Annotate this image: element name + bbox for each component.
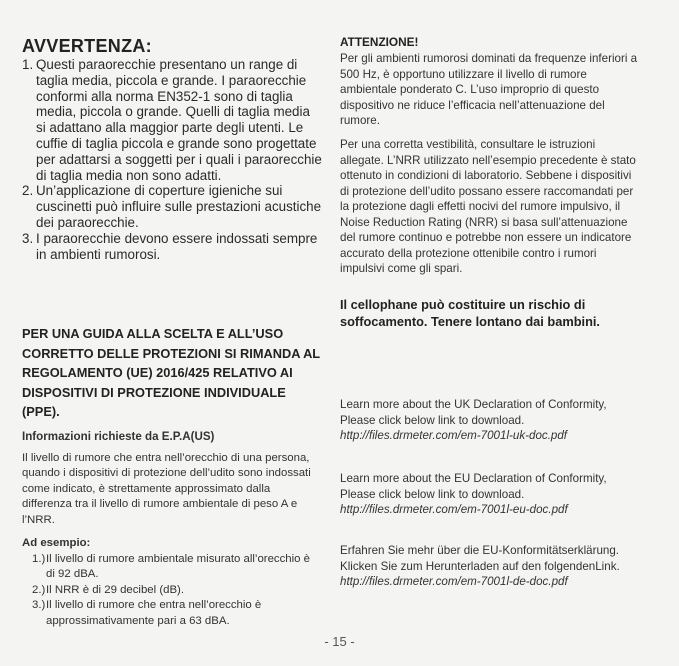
example-title: Ad esempio: bbox=[22, 537, 91, 549]
de-declaration-block bbox=[340, 543, 640, 590]
example-number: 3.) bbox=[32, 599, 46, 612]
attention-text: Per gli ambienti rumorosi dominati da frequenze inferiori a 500 Hz, è opportuno utilizzare il livello di rumore ambientale ponderato C. L’uso improprio di questo dispositivo ne riduce l’efficacia nell’attenuazione del rumore. bbox=[340, 52, 638, 127]
cellophane-warning: Il cellophane può costituire un rischio di soffocamento. Tenere lontano dai bambini. bbox=[340, 297, 600, 329]
warning-heading: AVVERTENZA: bbox=[22, 36, 152, 56]
eu-declaration-block bbox=[340, 471, 640, 518]
example-text: Il NRR è di 29 decibel (dB). bbox=[46, 583, 185, 596]
warning-item bbox=[22, 231, 322, 263]
de-doc-link[interactable]: http://files.drmeter.com/em-7001l-de-doc.pdf bbox=[340, 575, 568, 588]
example-text: Il livello di rumore che entra nell’orecchio è approssimativamente pari a 63 dBA. bbox=[46, 599, 262, 627]
fit-text: Per una corretta vestibilità, consultare le istruzioni allegate. L’NRR utilizzato nell’esempio precedente è stato ottenuto in condizioni di laboratorio. Sebbene i dispositivi di protezione dell’udito possano essere raccomandati per la protezione dagli effetti nocivi del rumore impulsivo, il Noise Reduction Rating (NRR) si basa sull’attenuazione del rumore continuo e potrebbe non essere un indicatore accurato della protezione ottenibile contro i rumori impulsivi come gli spari. bbox=[340, 138, 636, 275]
item-number: 2. bbox=[22, 183, 34, 199]
epa-text: Il livello di rumore che entra nell’orecchio di una persona, quando i dispositivi di protezione dell’udito sono indossati come indicato, è strettamente approssimato dalla differenza tra il livello di rumore ambientale di peso A e l’NRR. bbox=[22, 452, 311, 526]
item-number: 1. bbox=[22, 57, 34, 72]
uk-declaration-block bbox=[340, 397, 640, 444]
item-text: I paraorecchie devono essere indossati sempre in ambienti rumorosi. bbox=[36, 230, 318, 262]
warning-item bbox=[22, 57, 322, 183]
warning-item bbox=[22, 183, 322, 230]
page-number: - 15 - bbox=[324, 634, 355, 649]
example-text: Il livello di rumore ambientale misurato all’orecchio è di 92 dBA. bbox=[46, 553, 310, 581]
example-item bbox=[32, 598, 322, 629]
item-text: Un’applicazione di coperture igieniche sui cuscinetti può influire sulle prestazioni acustiche dei paraorecchie. bbox=[36, 183, 322, 230]
example-number: 1.) bbox=[32, 553, 46, 565]
example-number: 2.) bbox=[32, 583, 46, 596]
regulation-note: PER UNA GUIDA ALLA SCELTA E ALL’USO CORRETTO DELLE PROTEZIONI SI RIMANDA AL REGOLAMENTO (UE) 2016/425 RELATIVO AI DISPOSITIVI DI PROTEZIONE INDIVIDUALE (PPE). bbox=[22, 326, 320, 419]
example-item bbox=[32, 583, 322, 598]
uk-doc-link[interactable]: http://files.drmeter.com/em-7001l-uk-doc.pdf bbox=[340, 429, 568, 442]
download-text: Learn more about the EU Declaration of Conformity, Please click below link to download. bbox=[340, 472, 607, 501]
download-text: Learn more about the UK Declaration of Conformity, Please click below link to download. bbox=[340, 398, 607, 427]
eu-doc-link[interactable]: http://files.drmeter.com/em-7001l-eu-doc.pdf bbox=[340, 503, 568, 516]
example-item bbox=[32, 552, 322, 583]
download-text: Erfahren Sie mehr über die EU-Konformitätserklärung. Klicken Sie zum Herunterladen auf den folgendenLink. bbox=[340, 544, 620, 573]
epa-title: Informazioni richieste da E.P.A(US) bbox=[22, 430, 215, 443]
attention-title: ATTENZIONE! bbox=[340, 35, 419, 49]
item-number: 3. bbox=[22, 230, 34, 246]
item-text: Questi paraorecchie presentano un range di taglia media, piccola e grande. I paraorecchie conformi alla norma EN352-1 sono di taglia media, piccola o grande. Quelli di taglia media si adattano alla maggior parte degli utenti. Le cuffie di taglia piccola e grande sono progettate per adattarsi a soggetti per i quali i paraorecchie di taglia media non sono adatti. bbox=[36, 57, 322, 183]
example-list bbox=[32, 552, 322, 629]
warning-list bbox=[22, 57, 322, 262]
